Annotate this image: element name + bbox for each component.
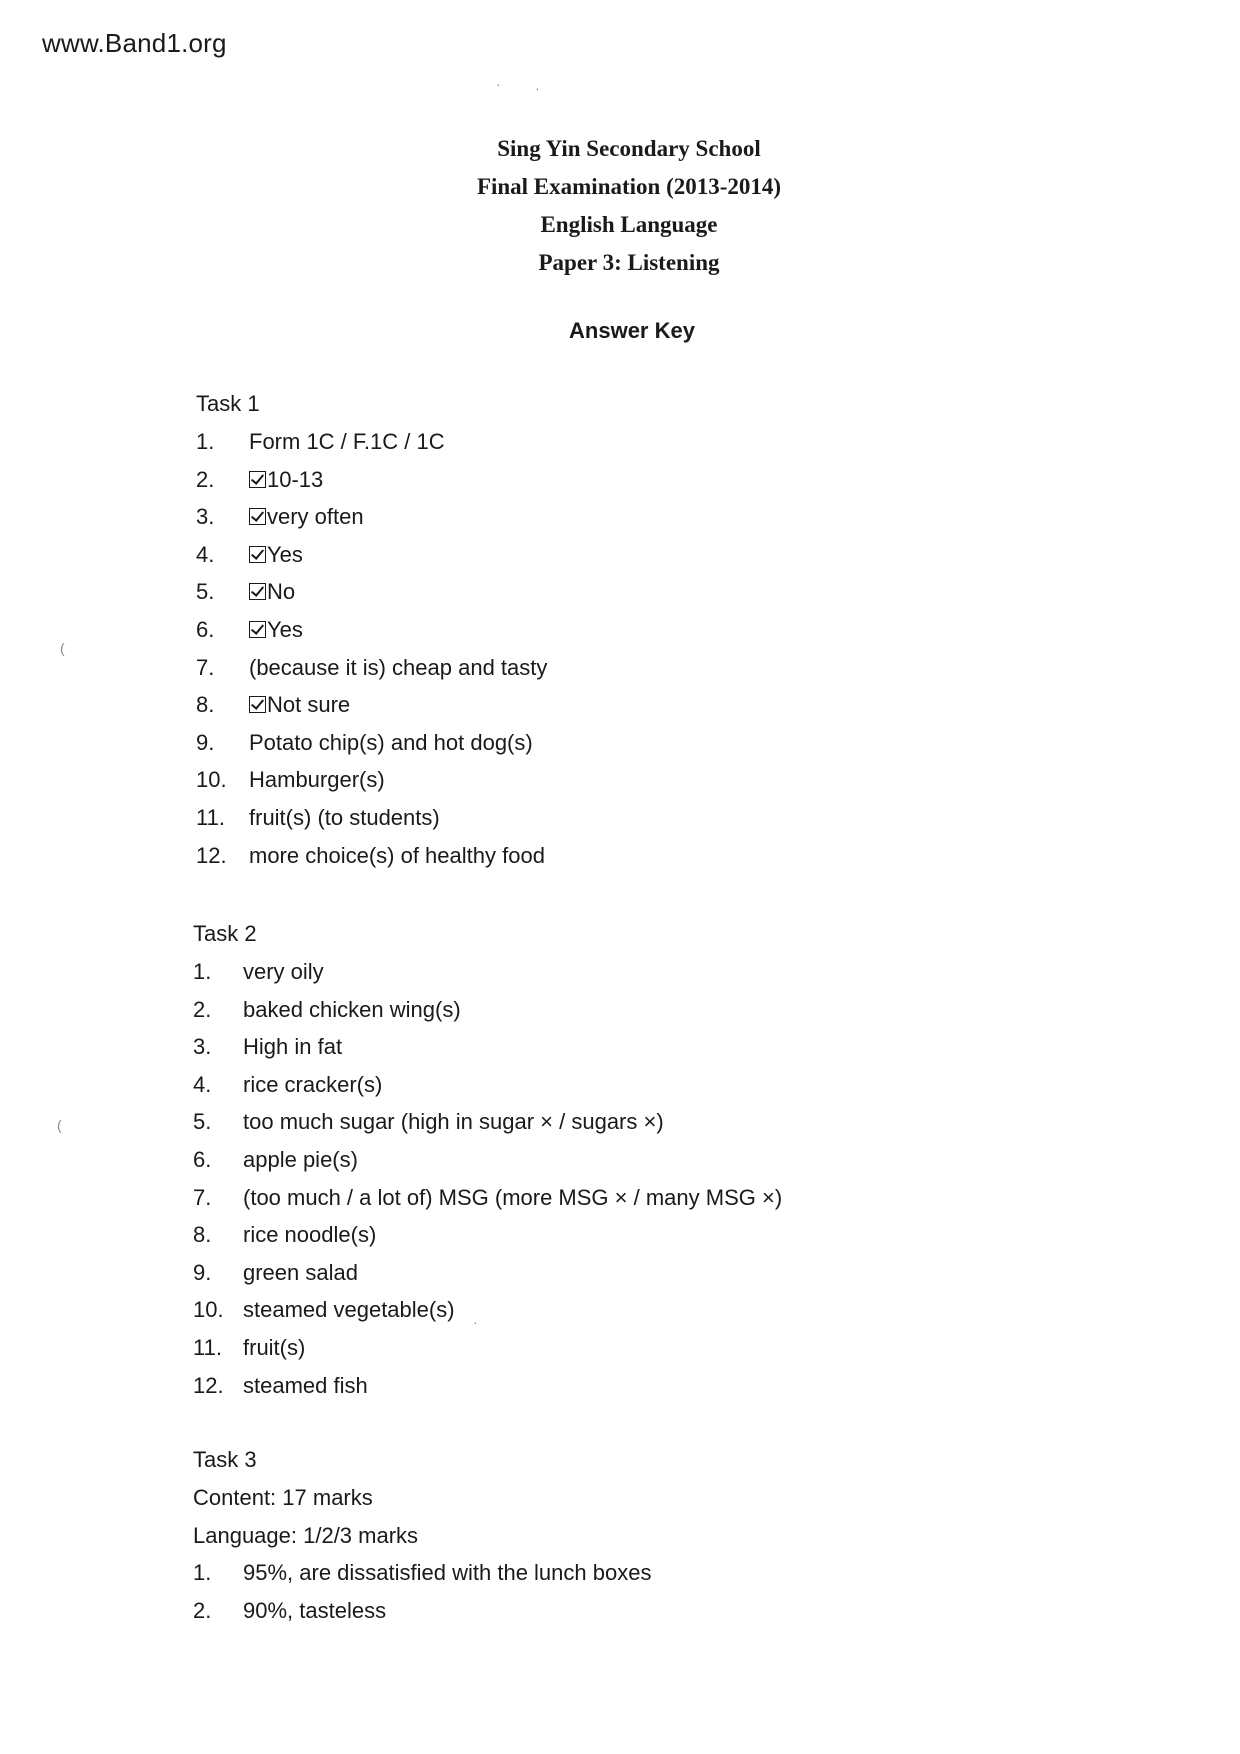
answer-text: 90%, tasteless [243,1597,387,1623]
scan-speck: · [473,1314,478,1330]
item-number: 12. [196,842,227,868]
list-item [193,1216,782,1254]
checked-box-icon [249,621,266,638]
item-number: 6. [193,1146,212,1172]
checked-box-icon [249,508,266,525]
list-item [193,991,782,1029]
answer-text: more choice(s) of healthy food [249,842,545,868]
answer-text: steamed vegetable(s) [243,1297,455,1323]
answer-text: very oily [243,959,324,984]
answer-text: very often [267,504,364,530]
list-item [196,799,547,837]
list-item [196,724,547,762]
answer-text: rice cracker(s) [243,1071,383,1097]
list-item [193,1554,651,1592]
item-number: 7. [193,1184,212,1210]
answer-text: High in fat [243,1034,343,1060]
item-number: 2. [196,466,215,492]
scan-speck: · [535,80,540,96]
item-number: 12. [193,1372,224,1398]
list-item [193,1254,782,1292]
answer-key-title: Answer Key [569,318,695,343]
item-number: 8. [196,692,215,718]
task-3-section [193,1441,651,1629]
list-item [196,649,547,687]
subject: English Language [540,212,718,237]
item-number: 10. [193,1297,224,1323]
answer-text: fruit(s) (to students) [249,804,440,830]
item-number: 9. [196,729,215,755]
answer-text: (because it is) cheap and tasty [249,654,548,680]
task-3-title: Task 3 [193,1447,257,1472]
item-number: 11. [193,1334,222,1360]
answer-text: fruit(s) [243,1334,306,1360]
answer-text: Not sure [267,692,351,718]
answer-text: green salad [243,1259,358,1285]
exam-header [0,130,1240,282]
answer-text: Potato chip(s) and hot dog(s) [249,729,533,755]
task-3-language-marks: Language: 1/2/3 marks [193,1522,419,1548]
task-1-title: Task 1 [196,391,260,416]
item-number: 1. [193,1560,212,1586]
answer-text: apple pie(s) [243,1146,358,1172]
answer-text: 95%, are dissatisfied with the lunch boxes [243,1560,652,1586]
answer-text: rice noodle(s) [243,1222,377,1248]
item-number: 11. [196,804,225,830]
item-number: 6. [196,616,215,642]
answer-text: too much sugar (high in sugar × / sugars ×) [243,1109,664,1135]
answer-text: steamed fish [243,1372,368,1398]
list-item [196,611,547,649]
answer-text: Form 1C / F.1C / 1C [249,429,445,454]
task-3-content-marks: Content: 17 marks [193,1485,373,1510]
answer-text: 10-13 [267,466,324,492]
list-item [193,1592,651,1630]
task-2-title: Task 2 [193,921,257,946]
item-number: 3. [196,504,215,530]
item-number: 4. [196,541,215,567]
item-number: 9. [193,1259,212,1285]
item-number: 2. [193,1597,212,1623]
list-item [196,498,547,536]
checked-box-icon [249,471,266,488]
checked-box-icon [249,546,266,563]
task-1-section [196,385,547,874]
item-number: 5. [193,1109,212,1135]
item-number: 1. [193,959,212,984]
item-number: 5. [196,579,215,605]
watermark: www.Band1.org [42,28,227,58]
list-item [193,953,782,991]
list-item [196,761,547,799]
answer-text: Hamburger(s) [249,767,385,793]
list-item [193,1028,782,1066]
task-2-section [193,915,782,1404]
checked-box-icon [249,696,266,713]
list-item [193,1141,782,1179]
scan-speck: ( [57,1117,62,1133]
school-name: Sing Yin Secondary School [497,136,761,161]
list-item [196,686,547,724]
scan-speck: · [496,76,501,92]
list-item [193,1329,782,1367]
list-item [193,1367,782,1405]
list-item [196,837,547,875]
answer-text: Yes [267,616,303,642]
item-number: 3. [193,1034,212,1060]
checked-box-icon [249,583,266,600]
list-item [196,461,547,499]
item-number: 8. [193,1222,212,1248]
item-number: 7. [196,654,215,680]
answer-text: baked chicken wing(s) [243,996,461,1022]
item-number: 10. [196,767,227,793]
exam-title: Final Examination (2013-2014) [476,174,782,199]
answer-text: (too much / a lot of) MSG (more MSG × / many MSG ×) [243,1184,783,1210]
paper-title: Paper 3: Listening [538,250,720,275]
item-number: 1. [196,429,215,454]
item-number: 2. [193,996,212,1022]
answer-text: Yes [267,541,303,567]
list-item [193,1291,782,1329]
list-item [196,423,547,461]
answer-text: No [267,579,296,605]
list-item [193,1179,782,1217]
list-item [193,1066,782,1104]
scan-speck: ( [60,640,65,656]
list-item [196,573,547,611]
list-item [193,1103,782,1141]
item-number: 4. [193,1071,212,1097]
list-item [196,536,547,574]
